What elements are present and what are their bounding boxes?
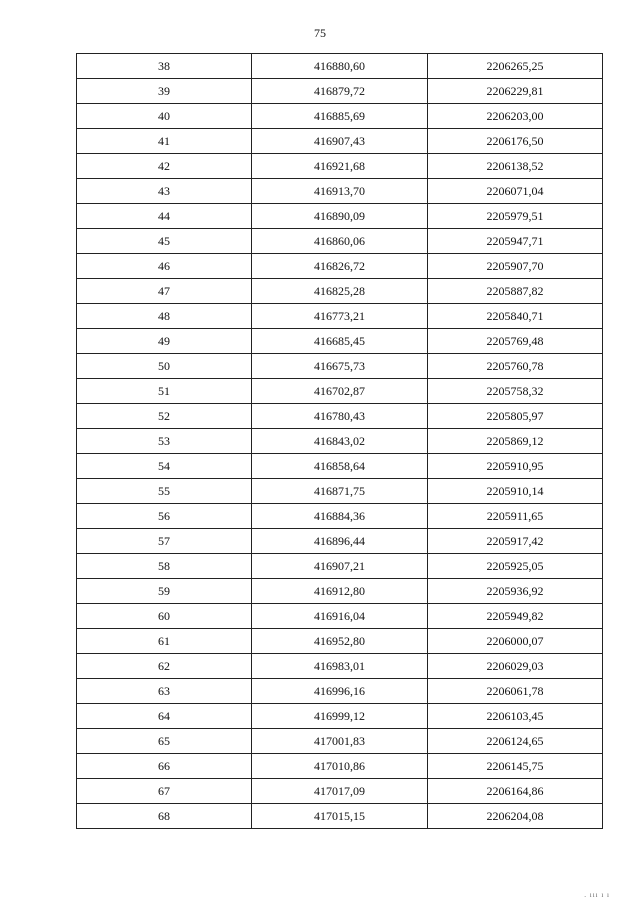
point-number-cell: 66 bbox=[77, 754, 252, 779]
x-coordinate-cell: 416912,80 bbox=[252, 579, 428, 604]
table-row bbox=[77, 104, 603, 129]
table-row bbox=[77, 804, 603, 829]
x-coordinate-cell: 416907,21 bbox=[252, 554, 428, 579]
footer-mark: . ııı ı ı bbox=[584, 891, 610, 899]
point-number-cell: 67 bbox=[77, 779, 252, 804]
table-row bbox=[77, 754, 603, 779]
table-row bbox=[77, 729, 603, 754]
coordinates-table-body bbox=[77, 54, 603, 829]
y-coordinate-cell: 2206265,25 bbox=[428, 54, 603, 79]
x-coordinate-cell: 417015,15 bbox=[252, 804, 428, 829]
point-number-cell: 44 bbox=[77, 204, 252, 229]
y-coordinate-cell: 2206029,03 bbox=[428, 654, 603, 679]
y-coordinate-cell: 2206145,75 bbox=[428, 754, 603, 779]
point-number-cell: 63 bbox=[77, 679, 252, 704]
point-number-cell: 54 bbox=[77, 454, 252, 479]
point-number-cell: 46 bbox=[77, 254, 252, 279]
y-coordinate-cell: 2205979,51 bbox=[428, 204, 603, 229]
y-coordinate-cell: 2205947,71 bbox=[428, 229, 603, 254]
table-row bbox=[77, 204, 603, 229]
x-coordinate-cell: 416907,43 bbox=[252, 129, 428, 154]
table-row bbox=[77, 254, 603, 279]
y-coordinate-cell: 2206000,07 bbox=[428, 629, 603, 654]
x-coordinate-cell: 416916,04 bbox=[252, 604, 428, 629]
point-number-cell: 53 bbox=[77, 429, 252, 454]
table-row bbox=[77, 654, 603, 679]
point-number-cell: 43 bbox=[77, 179, 252, 204]
table-row bbox=[77, 404, 603, 429]
point-number-cell: 68 bbox=[77, 804, 252, 829]
x-coordinate-cell: 416921,68 bbox=[252, 154, 428, 179]
point-number-cell: 47 bbox=[77, 279, 252, 304]
table-row bbox=[77, 329, 603, 354]
y-coordinate-cell: 2206071,04 bbox=[428, 179, 603, 204]
point-number-cell: 52 bbox=[77, 404, 252, 429]
table-row bbox=[77, 704, 603, 729]
point-number-cell: 57 bbox=[77, 529, 252, 554]
point-number-cell: 60 bbox=[77, 604, 252, 629]
y-coordinate-cell: 2205910,95 bbox=[428, 454, 603, 479]
y-coordinate-cell: 2205840,71 bbox=[428, 304, 603, 329]
point-number-cell: 48 bbox=[77, 304, 252, 329]
table-row bbox=[77, 679, 603, 704]
table-row bbox=[77, 779, 603, 804]
x-coordinate-cell: 416999,12 bbox=[252, 704, 428, 729]
x-coordinate-cell: 416843,02 bbox=[252, 429, 428, 454]
y-coordinate-cell: 2206176,50 bbox=[428, 129, 603, 154]
x-coordinate-cell: 416780,43 bbox=[252, 404, 428, 429]
x-coordinate-cell: 416996,16 bbox=[252, 679, 428, 704]
y-coordinate-cell: 2205769,48 bbox=[428, 329, 603, 354]
y-coordinate-cell: 2205917,42 bbox=[428, 529, 603, 554]
y-coordinate-cell: 2206138,52 bbox=[428, 154, 603, 179]
table-row bbox=[77, 479, 603, 504]
x-coordinate-cell: 416952,80 bbox=[252, 629, 428, 654]
table-row bbox=[77, 604, 603, 629]
table-row bbox=[77, 429, 603, 454]
table-row bbox=[77, 629, 603, 654]
table-row bbox=[77, 229, 603, 254]
y-coordinate-cell: 2205949,82 bbox=[428, 604, 603, 629]
point-number-cell: 61 bbox=[77, 629, 252, 654]
point-number-cell: 41 bbox=[77, 129, 252, 154]
x-coordinate-cell: 416879,72 bbox=[252, 79, 428, 104]
x-coordinate-cell: 416913,70 bbox=[252, 179, 428, 204]
y-coordinate-cell: 2205910,14 bbox=[428, 479, 603, 504]
point-number-cell: 59 bbox=[77, 579, 252, 604]
table-row bbox=[77, 554, 603, 579]
x-coordinate-cell: 416702,87 bbox=[252, 379, 428, 404]
table-row bbox=[77, 354, 603, 379]
y-coordinate-cell: 2206124,65 bbox=[428, 729, 603, 754]
point-number-cell: 50 bbox=[77, 354, 252, 379]
table-row bbox=[77, 454, 603, 479]
point-number-cell: 56 bbox=[77, 504, 252, 529]
table-row bbox=[77, 379, 603, 404]
table-row bbox=[77, 304, 603, 329]
table-row bbox=[77, 529, 603, 554]
point-number-cell: 62 bbox=[77, 654, 252, 679]
point-number-cell: 45 bbox=[77, 229, 252, 254]
x-coordinate-cell: 416885,69 bbox=[252, 104, 428, 129]
x-coordinate-cell: 416884,36 bbox=[252, 504, 428, 529]
x-coordinate-cell: 416675,73 bbox=[252, 354, 428, 379]
point-number-cell: 64 bbox=[77, 704, 252, 729]
y-coordinate-cell: 2205925,05 bbox=[428, 554, 603, 579]
x-coordinate-cell: 416983,01 bbox=[252, 654, 428, 679]
x-coordinate-cell: 416896,44 bbox=[252, 529, 428, 554]
y-coordinate-cell: 2205936,92 bbox=[428, 579, 603, 604]
table-row bbox=[77, 279, 603, 304]
x-coordinate-cell: 416860,06 bbox=[252, 229, 428, 254]
y-coordinate-cell: 2205887,82 bbox=[428, 279, 603, 304]
y-coordinate-cell: 2205911,65 bbox=[428, 504, 603, 529]
y-coordinate-cell: 2206204,08 bbox=[428, 804, 603, 829]
table-row bbox=[77, 154, 603, 179]
x-coordinate-cell: 416826,72 bbox=[252, 254, 428, 279]
x-coordinate-cell: 416890,09 bbox=[252, 204, 428, 229]
table-row bbox=[77, 79, 603, 104]
y-coordinate-cell: 2205760,78 bbox=[428, 354, 603, 379]
y-coordinate-cell: 2205805,97 bbox=[428, 404, 603, 429]
x-coordinate-cell: 416871,75 bbox=[252, 479, 428, 504]
point-number-cell: 42 bbox=[77, 154, 252, 179]
x-coordinate-cell: 416685,45 bbox=[252, 329, 428, 354]
table-row bbox=[77, 504, 603, 529]
y-coordinate-cell: 2205869,12 bbox=[428, 429, 603, 454]
y-coordinate-cell: 2205758,32 bbox=[428, 379, 603, 404]
point-number-cell: 58 bbox=[77, 554, 252, 579]
x-coordinate-cell: 417017,09 bbox=[252, 779, 428, 804]
y-coordinate-cell: 2206061,78 bbox=[428, 679, 603, 704]
y-coordinate-cell: 2206103,45 bbox=[428, 704, 603, 729]
y-coordinate-cell: 2205907,70 bbox=[428, 254, 603, 279]
y-coordinate-cell: 2206164,86 bbox=[428, 779, 603, 804]
point-number-cell: 39 bbox=[77, 79, 252, 104]
table-row bbox=[77, 579, 603, 604]
point-number-cell: 55 bbox=[77, 479, 252, 504]
x-coordinate-cell: 416825,28 bbox=[252, 279, 428, 304]
point-number-cell: 49 bbox=[77, 329, 252, 354]
point-number-cell: 51 bbox=[77, 379, 252, 404]
point-number-cell: 38 bbox=[77, 54, 252, 79]
x-coordinate-cell: 417001,83 bbox=[252, 729, 428, 754]
x-coordinate-cell: 416858,64 bbox=[252, 454, 428, 479]
table-row bbox=[77, 179, 603, 204]
point-number-cell: 40 bbox=[77, 104, 252, 129]
x-coordinate-cell: 416773,21 bbox=[252, 304, 428, 329]
x-coordinate-cell: 416880,60 bbox=[252, 54, 428, 79]
page-number: 75 bbox=[314, 26, 326, 40]
table-row bbox=[77, 54, 603, 79]
y-coordinate-cell: 2206203,00 bbox=[428, 104, 603, 129]
coordinates-table bbox=[76, 53, 603, 829]
x-coordinate-cell: 417010,86 bbox=[252, 754, 428, 779]
y-coordinate-cell: 2206229,81 bbox=[428, 79, 603, 104]
table-row bbox=[77, 129, 603, 154]
point-number-cell: 65 bbox=[77, 729, 252, 754]
